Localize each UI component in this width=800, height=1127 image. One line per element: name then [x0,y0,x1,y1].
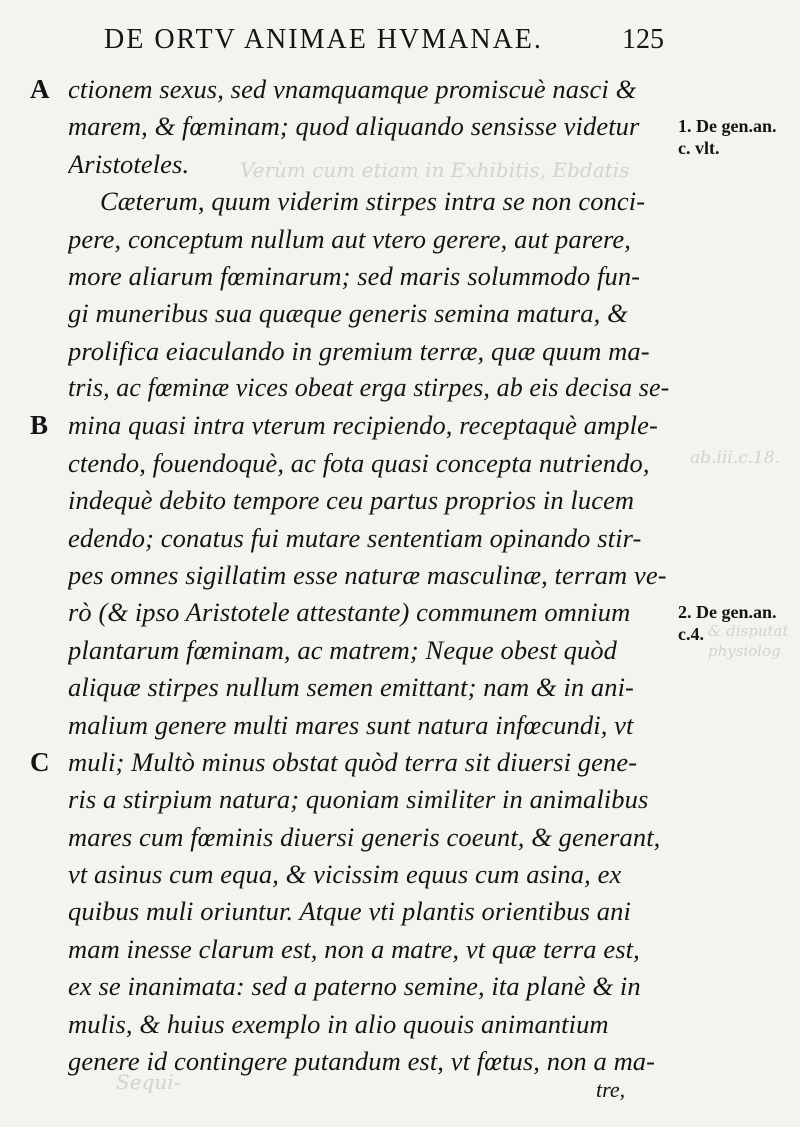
bleed-through-text: physiolog [708,642,781,660]
bleed-through-text: Verùm cum etiam in Exhibitis, Ebdatis [240,158,630,182]
bleed-through-text: Sequi- [116,1070,181,1094]
section-letter-c: C [30,746,50,777]
text-line: aliquæ stirpes nullum semen emittant; nam & in ani- [68,672,634,703]
text-line: mam inesse clarum est, non a matre, vt quæ terra est, [68,933,640,964]
text-line: gi muneribus sua quæque generis semina matura, & [68,298,628,329]
text-line: indequè debito tempore ceu partus proprios in lucem [68,485,635,516]
section-letter-b: B [30,410,49,441]
text-line: ris a stirpium natura; quoniam similiter in animalibus [68,784,649,815]
text-line: ctionem sexus, sed vnamquamque promiscuè nasci & [68,74,637,104]
text-line: Aristoteles. [68,148,190,179]
text-line: quibus muli oriuntur. Atque vti plantis orientibus ani [68,896,631,927]
text-line: plantarum fœminam, ac matrem; Neque obest quòd [68,634,618,665]
text-line: edendo; conatus fui mutare sententiam opinando stir- [68,522,642,553]
text-line: ctendo, fouendoquè, ac fota quasi concepta nutriendo, [68,447,650,478]
text-line: rò (& ipso Aristotele attestante) communem omnium [68,597,631,628]
text-line: pes omnes sigillatim esse naturæ masculinæ, terram ve- [68,560,667,590]
text-line: muli; Multò minus obstat quòd terra sit diuersi gene- [68,746,638,777]
text-line: more aliarum fœminarum; sed maris solummodo fun- [68,260,641,291]
text-line: malium genere multi mares sunt natura infœcundi, vt [68,709,634,740]
text-line: mina quasi intra vterum recipiendo, receptaquè ample- [68,410,658,441]
text-line: marem, & fœminam; quod aliquando sensisse videtur [68,111,640,142]
margin-note-1: 1. De gen.an. c. vlt. [678,116,777,159]
text-line: prolifica eiaculando in gremium terræ, quæ quum ma- [68,335,650,366]
running-head [104,24,664,56]
catchword: tre, [596,1077,626,1103]
text-line: mares cum fœminis diuersi generis coeunt, & generant, [68,821,661,852]
bleed-through-text: & disputat [708,622,789,640]
text-line: ex se inanimata: sed a paterno semine, ita planè & in [68,971,641,1002]
text-line: pere, conceptum nullum aut vtero gerere, aut parere, [68,223,632,254]
section-letter-a: A [30,74,50,104]
text-line: vt asinus cum equa, & vicissim equus cum asina, ex [68,859,622,890]
page-number: 125 [622,24,664,55]
running-head-title: DE ORTV ANIMAE HVMANAE. [104,24,543,55]
text-line: Cæterum, quum viderim stirpes intra se non conci- [100,186,646,217]
text-line: tris, ac fœminæ vices obeat erga stirpes, ab eis decisa se- [68,373,670,403]
margin-note-2: 2. De gen.an. c.4. [678,602,777,645]
bleed-through-text: ab.iii.c.18. [690,448,781,468]
text-line: genere id contingere putandum est, vt fœtus, non a ma- [68,1046,656,1076]
text-line: mulis, & huius exemplo in alio quouis animantium [68,1008,609,1039]
